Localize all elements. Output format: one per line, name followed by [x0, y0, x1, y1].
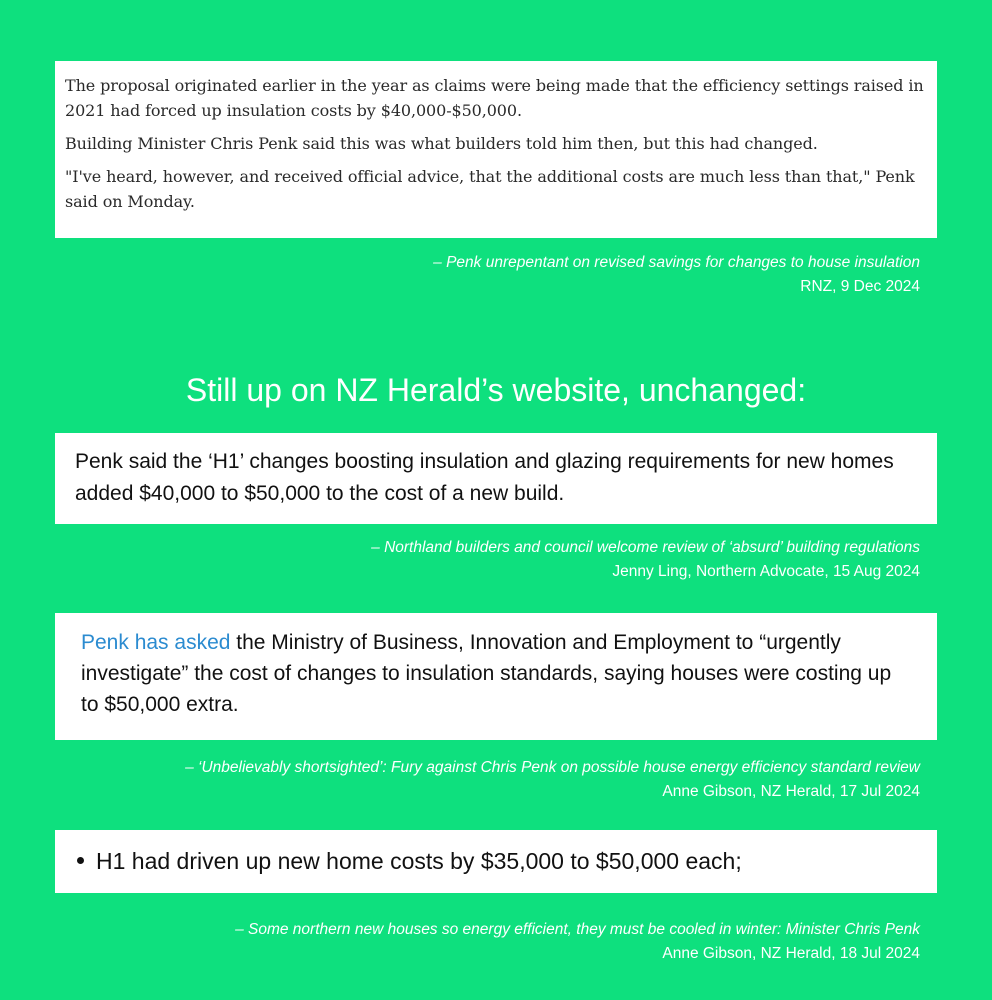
- quote-text: the Ministry of Business, Innovation and Employment to “urgently investigate” the cost of changes to insulation standards, saying houses were costing up to $50,000 extra.: [81, 631, 892, 716]
- citation-source: Anne Gibson, NZ Herald, 18 Jul 2024: [662, 945, 920, 962]
- citation-title[interactable]: – Some northern new houses so energy efficient, they must be cooled in winter: Minister Chris Penk: [235, 921, 920, 938]
- citation-title[interactable]: – Penk unrepentant on revised savings for changes to house insulation: [433, 254, 920, 271]
- bullet-text: H1 had driven up new home costs by $35,000 to $50,000 each;: [96, 848, 742, 874]
- bullet-icon: [77, 857, 84, 864]
- quote-text: Penk said the ‘H1’ changes boosting insulation and glazing requirements for new homes added $40,000 to $50,000 to the cost of a new build.: [75, 450, 894, 505]
- penk-has-asked-link[interactable]: Penk has asked: [81, 631, 231, 654]
- quote-paragraph: Building Minister Chris Penk said this was what builders told him then, but this had changed.: [65, 134, 818, 153]
- citation-nz-herald-jul18: [235, 918, 920, 966]
- quote-box-rnz: [55, 61, 937, 238]
- citation-source: RNZ, 9 Dec 2024: [800, 278, 920, 295]
- citation-source: Jenny Ling, Northern Advocate, 15 Aug 2024: [612, 563, 920, 580]
- quote-box-nz-herald-jul17: [55, 613, 937, 740]
- quote-paragraph: "I've heard, however, and received official advice, that the additional costs are much less than that," Penk said on Monday.: [65, 167, 915, 211]
- citation-source: Anne Gibson, NZ Herald, 17 Jul 2024: [662, 783, 920, 800]
- citation-northern-advocate: [371, 536, 920, 584]
- quote-box-nz-herald-jul18: [55, 830, 937, 893]
- quote-paragraph: The proposal originated earlier in the year as claims were being made that the efficiency settings raised in 2021 had forced up insulation costs by $40,000-$50,000.: [65, 76, 924, 120]
- citation-title[interactable]: – Northland builders and council welcome review of ‘absurd’ building regulations: [371, 539, 920, 556]
- section-heading: Still up on NZ Herald’s website, unchanged:: [185, 372, 807, 408]
- citation-nz-herald-jul17: [185, 756, 920, 804]
- citation-title[interactable]: – ‘Unbelievably shortsighted’: Fury against Chris Penk on possible house energy efficiency standard review: [185, 759, 920, 776]
- citation-rnz: [433, 251, 920, 299]
- quote-box-northern-advocate: [55, 433, 937, 524]
